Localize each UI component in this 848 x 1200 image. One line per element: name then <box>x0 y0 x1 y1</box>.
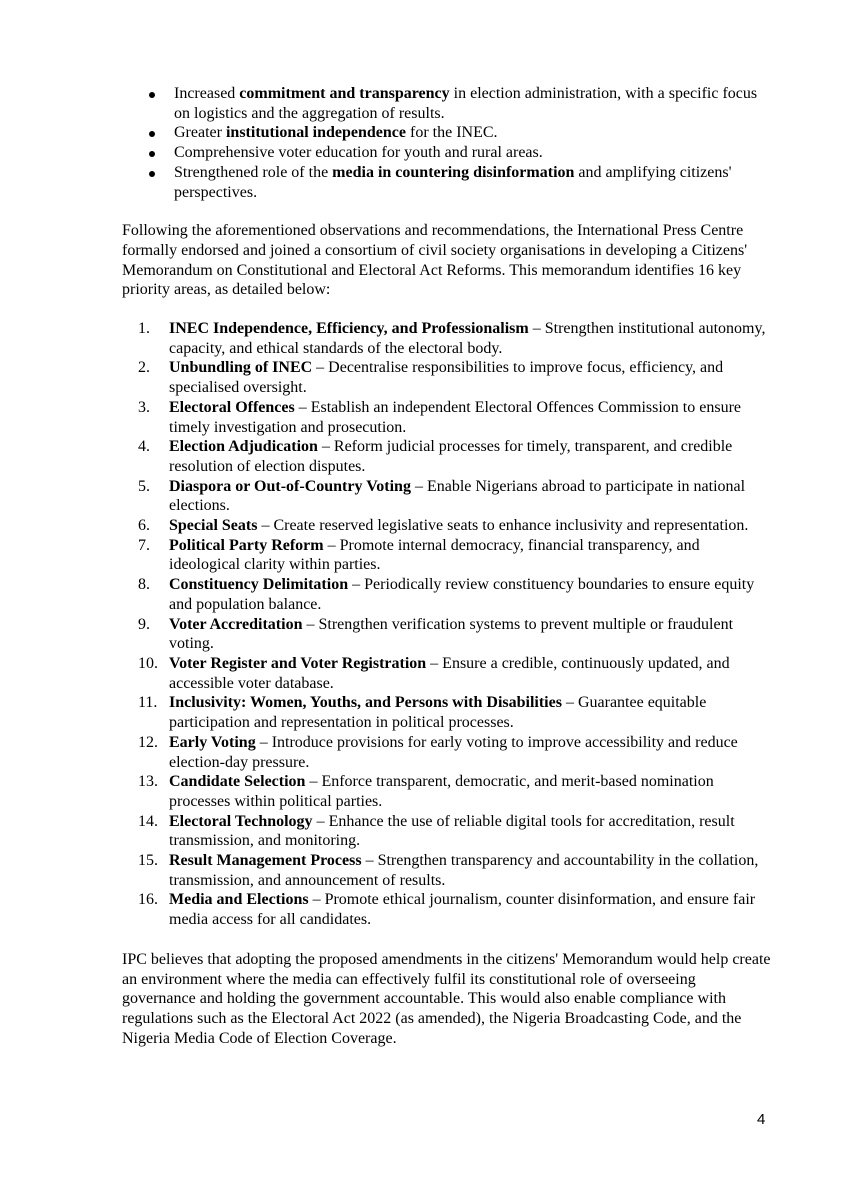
item-number: 9. <box>138 615 150 633</box>
item-number: 10. <box>138 654 158 672</box>
item-title: Unbundling of INEC <box>169 359 313 377</box>
priority-item <box>122 319 772 358</box>
intro-paragraph: Following the aforementioned observations and recommendations, the International Press Centre formally endorsed and joined a consortium of civil society organisations in developing a Citizens' Memorandum on Constitutional and Electoral Act Reforms. This memorandum identifies 16 key priority areas, as detailed below: <box>122 222 748 299</box>
item-number: 12. <box>138 733 158 751</box>
item-title: Result Management Process <box>169 852 362 870</box>
item-number: 7. <box>138 536 150 554</box>
priority-item <box>122 772 772 811</box>
item-title: Voter Register and Voter Registration <box>169 654 427 672</box>
bullet-dot-icon <box>149 92 155 98</box>
item-number: 11. <box>138 694 158 712</box>
item-description: – Promote ethical journalism, counter disinformation, and ensure fair media access for all candidates. <box>169 891 756 929</box>
item-description: – Ensure a credible, continuously updated, and accessible voter database. <box>169 654 730 692</box>
item-title: Candidate Selection <box>169 773 306 791</box>
item-description: – Strengthen verification systems to prevent multiple or fraudulent voting. <box>169 615 734 653</box>
item-description: – Decentralise responsibilities to improve focus, efficiency, and specialised oversight. <box>169 359 724 397</box>
bullet-item: Comprehensive voter education for youth and rural areas. <box>122 143 772 163</box>
bullet-dot-icon <box>149 151 155 157</box>
item-title: Diaspora or Out-of-Country Voting <box>169 477 411 495</box>
page-number: 4 <box>757 1111 766 1128</box>
page-content <box>122 84 772 1048</box>
priority-item <box>122 654 772 693</box>
priority-item <box>122 536 772 575</box>
closing-paragraph: IPC believes that adopting the proposed amendments in the citizens' Memorandum would help create an environment where the media can effectively fulfil its constitutional role of overseeing governance and holding the government accountable. This would also enable compliance with regulations such as the Electoral Act 2022 (as amended), the Nigeria Broadcasting Code, and the Nigeria Media Code of Election Coverage. <box>122 950 771 1047</box>
bullet-item: Greater institutional independence for the INEC. <box>122 123 772 143</box>
item-description: – Reform judicial processes for timely, transparent, and credible resolution of election disputes. <box>169 438 733 475</box>
priority-item <box>122 733 772 772</box>
item-title: Inclusivity: Women, Youths, and Persons with Disabilities <box>169 694 562 712</box>
item-number: 4. <box>138 438 150 456</box>
item-title: Media and Elections <box>169 891 309 909</box>
item-description: – Enforce transparent, democratic, and merit-based nomination processes within political parties. <box>169 773 714 810</box>
item-title: Special Seats <box>169 517 258 535</box>
priority-item <box>122 615 772 654</box>
priority-item <box>122 477 772 516</box>
item-title: INEC Independence, Efficiency, and Professionalism <box>169 320 529 338</box>
recommendations-list <box>122 84 772 202</box>
item-title: Constituency Delimitation <box>169 576 349 594</box>
priority-item <box>122 516 772 536</box>
item-number: 3. <box>138 398 150 416</box>
item-number: 5. <box>138 477 150 495</box>
item-description: – Strengthen transparency and accountability in the collation, transmission, and announcement of results. <box>169 852 759 889</box>
item-title: Early Voting <box>169 733 256 751</box>
bullet-dot-icon <box>149 171 155 177</box>
priority-item <box>122 693 772 732</box>
item-title: Political Party Reform <box>169 536 324 554</box>
item-number: 16. <box>138 891 158 909</box>
item-description: – Establish an independent Electoral Offences Commission to ensure timely investigation and prosecution. <box>169 398 741 436</box>
item-description: – Create reserved legislative seats to enhance inclusivity and representation. <box>257 517 749 535</box>
item-description: – Introduce provisions for early voting to improve accessibility and reduce election-day pressure. <box>169 733 738 771</box>
item-title: Electoral Technology <box>169 812 313 830</box>
bullet-dot-icon <box>149 131 155 137</box>
priority-item <box>122 437 772 476</box>
item-title: Electoral Offences <box>169 398 295 416</box>
item-title: Voter Accreditation <box>169 615 303 633</box>
bullet-item: Strengthened role of the media in countering disinformation and amplifying citizens' perspectives. <box>122 163 772 202</box>
item-description: – Periodically review constituency boundaries to ensure equity and population balance. <box>169 576 755 613</box>
item-description: – Strengthen institutional autonomy, capacity, and ethical standards of the electoral body. <box>169 320 766 357</box>
priority-item <box>122 812 772 851</box>
priority-item <box>122 851 772 890</box>
priority-item <box>122 575 772 614</box>
item-number: 2. <box>138 359 150 377</box>
priority-areas-list <box>122 319 772 930</box>
item-title: Election Adjudication <box>169 438 318 456</box>
item-description: – Enable Nigerians abroad to participate in national elections. <box>169 477 746 515</box>
item-number: 15. <box>138 852 158 870</box>
item-description: – Promote internal democracy, financial transparency, and ideological clarity within parties. <box>169 536 700 574</box>
priority-item <box>122 358 772 397</box>
item-number: 13. <box>138 773 158 791</box>
bullet-item: Increased commitment and transparency in election administration, with a specific focus on logistics and the aggregation of results. <box>122 84 772 123</box>
item-number: 6. <box>138 517 150 535</box>
priority-item <box>122 890 772 929</box>
item-description: – Guarantee equitable participation and representation in political processes. <box>169 694 707 732</box>
item-number: 8. <box>138 576 150 594</box>
item-number: 14. <box>138 812 158 830</box>
priority-item <box>122 398 772 437</box>
item-number: 1. <box>138 320 150 338</box>
item-description: – Enhance the use of reliable digital tools for accreditation, result transmission, and monitoring. <box>169 812 735 850</box>
